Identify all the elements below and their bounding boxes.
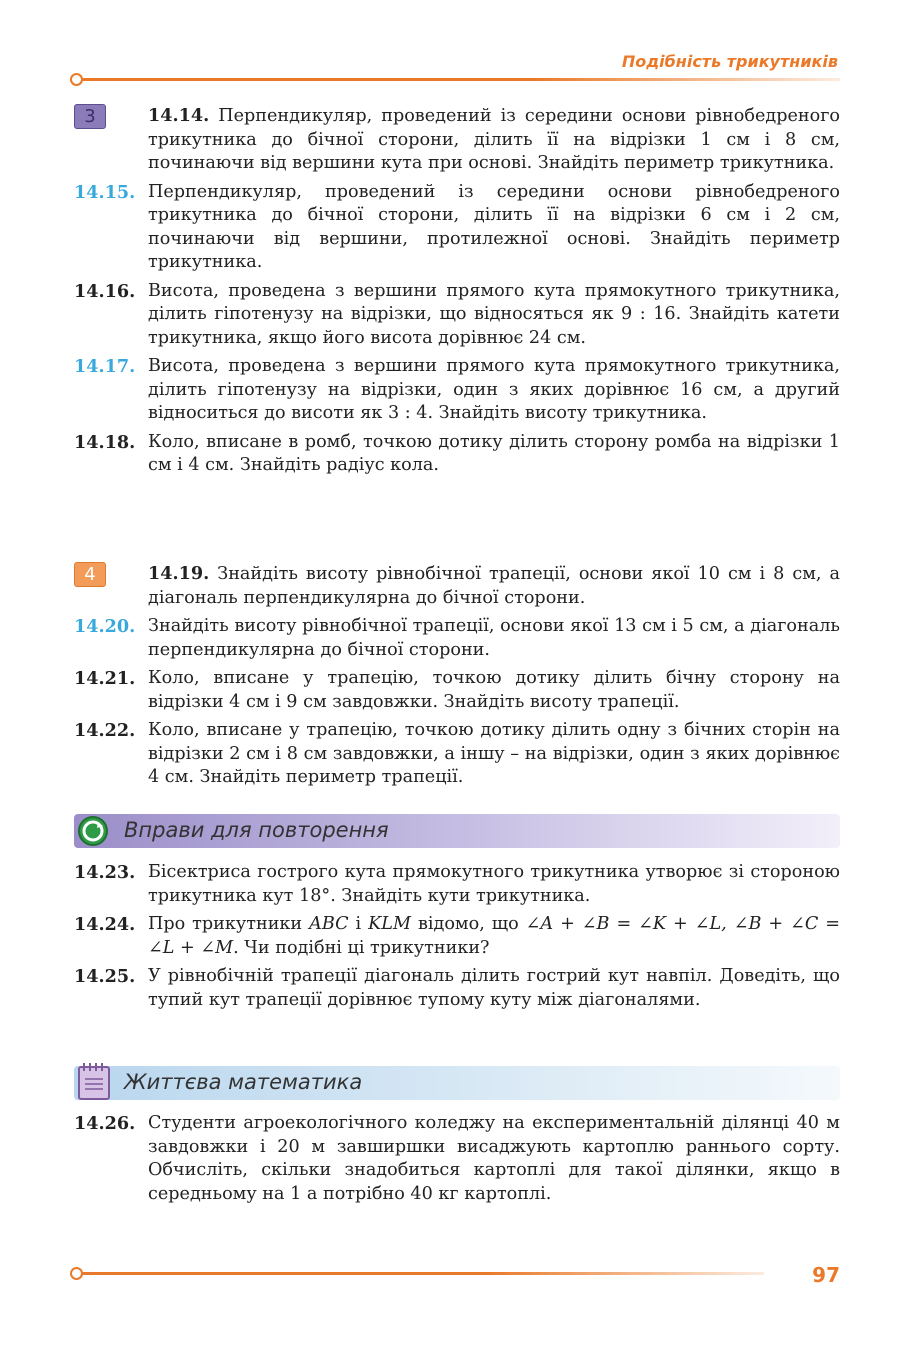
problem-text: Перпендикуляр, проведений із середини основи рівнобедреного трикутника до бічної сторони, ділить її на відрізки 6 см і 2 см, починаючи від вершини, протилежної основі. Знайдіть периметр трикутника. <box>148 181 840 272</box>
problem-14-17 <box>74 355 840 426</box>
header-title: Подібність трикутників <box>621 52 838 71</box>
section-repeat-header <box>74 814 840 848</box>
problem-text: Про трикутники ABC і KLM відомо, що ∠A + ∠B = ∠K + ∠L, ∠B + ∠C = ∠L + ∠M. Чи подібні ці трикутники? <box>148 914 841 958</box>
problem-text: У рівнобічній трапеції діагональ ділить гострий кут навпіл. Доведіть, що тупий кут трапеції дорівнює тупому куту між діагоналями. <box>148 966 840 1010</box>
problem-14-23 <box>74 861 840 908</box>
problem-number: 14.20. <box>74 616 136 637</box>
problem-14-22 <box>74 719 840 790</box>
problem-number: 14.19. <box>148 563 210 584</box>
problem-number: 14.16. <box>74 280 136 302</box>
problem-number: 14.24. <box>74 914 136 935</box>
problem-number: 14.17. <box>74 356 136 377</box>
problem-text: Коло, вписане у трапецію, точкою дотику ділить бічну сторону на відрізки 4 см і 9 см завдовжки. Знайдіть висоту трапеції. <box>148 668 840 712</box>
section-life-header <box>74 1066 840 1100</box>
notepad-icon <box>76 1067 114 1105</box>
repeat-icon <box>76 815 110 851</box>
level-3-badge: 3 <box>74 104 106 129</box>
problem-number: 14.23. <box>74 862 136 883</box>
problem-14-20 <box>74 615 840 662</box>
problem-list-repeat <box>74 861 840 1017</box>
level-4-badge: 4 <box>74 562 106 587</box>
problem-14-21 <box>74 667 840 714</box>
problem-text: Висота, проведена з вершини прямого кута прямокутного трикутника, ділить гіпотенузу на відрізки, один з яких дорівнює 16 см, а другий відноситься до висоти як 3 : 4. Знайдіть висоту трикутника. <box>148 356 840 423</box>
problem-text: Перпендикуляр, проведений із середини основи рівнобедреного трикутника до бічної сторони, ділить її на відрізки 1 см і 8 см, починаючи від вершини кута при основі. Знайдіть периметр трикутника. <box>148 106 841 173</box>
footer-rule <box>74 1272 764 1275</box>
problem-number: 14.18. <box>74 431 136 453</box>
problem-text: Бісектриса гострого кута прямокутного трикутника утворює зі стороною трикутника кут 18°. Знайдіть кути трикутника. <box>148 862 840 906</box>
problem-number: 14.14. <box>148 105 210 126</box>
problem-number: 14.25. <box>74 966 136 987</box>
problem-text: Коло, вписане в ромб, точкою дотику ділить сторону ромба на відрізки 1 см і 4 см. Знайдіть радіус кола. <box>148 431 840 475</box>
problem-text: Знайдіть висоту рівнобічної трапеції, основи якої 10 см і 8 см, а діагональ перпендикулярна до бічної сторони. <box>148 564 840 608</box>
header-rule <box>74 78 840 81</box>
problem-14-24 <box>74 913 840 960</box>
problem-text: Знайдіть висоту рівнобічної трапеції, основи якої 13 см і 5 см, а діагональ перпендикулярна до бічної сторони. <box>148 616 840 660</box>
problem-number: 14.22. <box>74 720 136 741</box>
page-number: 97 <box>812 1263 840 1287</box>
problem-14-15 <box>74 181 840 275</box>
problem-14-16 <box>74 280 840 351</box>
problem-14-14 <box>74 104 840 176</box>
section-repeat-title: Вправи для повторення <box>124 818 389 842</box>
problem-number: 14.15. <box>74 181 136 203</box>
problem-list-level4 <box>74 562 840 795</box>
problem-list-level3 <box>74 104 840 483</box>
problem-number: 14.21. <box>74 668 136 689</box>
problem-text: Висота, проведена з вершини прямого кута прямокутного трикутника, ділить гіпотенузу на відрізки, що відносяться як 9 : 16. Знайдіть катети трикутника, якщо його висота дорівнює 24 см. <box>148 280 840 348</box>
problem-14-25 <box>74 965 840 1012</box>
problem-14-26 <box>74 1112 840 1206</box>
problem-14-18 <box>74 431 840 478</box>
problem-list-life <box>74 1112 840 1211</box>
problem-text: Студенти агроекологічного коледжу на експериментальній ділянці 40 м завдовжки і 20 м завширшки висаджують картоплю раннього сорту. Обчисліть, скільки знадобиться картоплі для такої ділянки, якщо в середньому на 1 а потрібно 40 кг картоплі. <box>148 1113 840 1204</box>
problem-14-19 <box>74 562 840 610</box>
section-life-title: Життєва математика <box>124 1070 363 1094</box>
problem-text: Коло, вписане у трапецію, точкою дотику ділить одну з бічних сторін на відрізки 2 см і 8 см завдовжки, а іншу – на відрізки, один з яких дорівнює 4 см. Знайдіть периметр трапеції. <box>148 720 840 787</box>
problem-number: 14.26. <box>74 1113 136 1134</box>
